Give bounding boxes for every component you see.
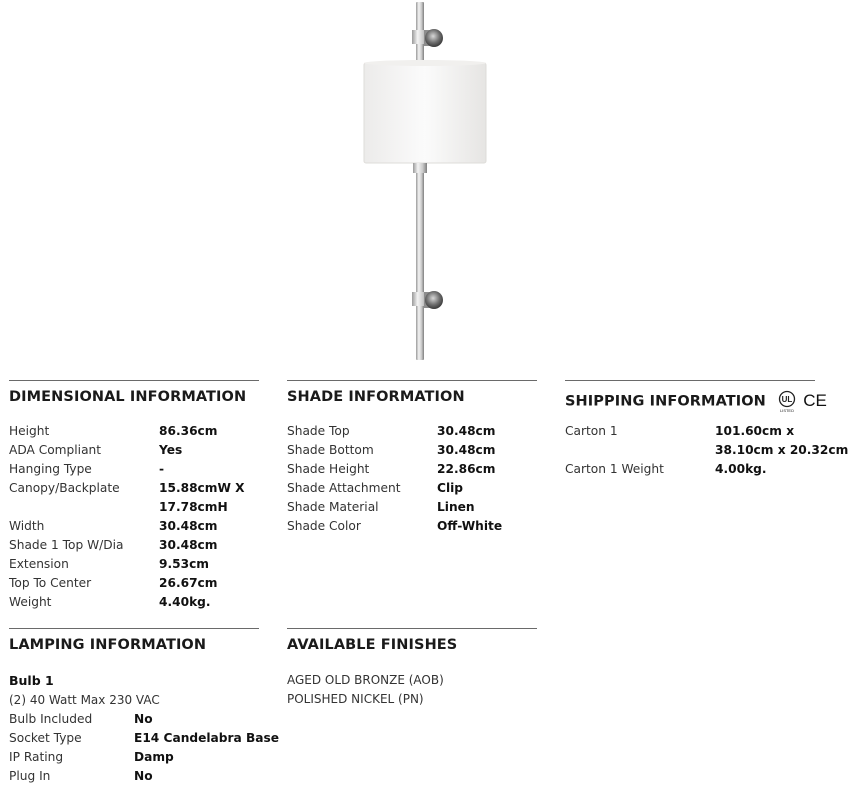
section-title: LAMPING INFORMATION xyxy=(9,637,207,653)
section-title: SHADE INFORMATION xyxy=(287,389,465,405)
section-divider xyxy=(9,380,259,381)
finish-item: POLISHED NICKEL (PN) xyxy=(287,692,424,706)
spec-value: E14 Candelabra Base xyxy=(134,731,280,745)
spec-label: Height xyxy=(9,424,50,438)
spec-label: Bulb Included xyxy=(9,712,93,726)
spec-value: Clip xyxy=(437,481,464,495)
spec-value: 30.48cm xyxy=(159,538,218,552)
finish-item: AGED OLD BRONZE (AOB) xyxy=(287,673,444,687)
spec-row xyxy=(9,710,259,729)
spec-row xyxy=(9,574,259,593)
section-divider xyxy=(9,628,259,629)
spec-row xyxy=(9,729,280,748)
spec-row xyxy=(9,767,259,786)
finishes-section xyxy=(287,628,537,709)
spec-value: No xyxy=(134,769,153,783)
spec-row xyxy=(9,460,259,479)
spec-label: Shade Material xyxy=(287,500,379,514)
certification-icon xyxy=(777,389,833,413)
spec-row xyxy=(9,748,259,767)
spec-value: 22.86cm xyxy=(437,462,496,476)
spec-label: Plug In xyxy=(9,769,51,783)
spec-label: Shade 1 Top W/Dia xyxy=(9,538,124,552)
spec-label: ADA Compliant xyxy=(9,443,102,457)
spec-value: 26.67cm xyxy=(159,576,218,590)
spec-value: 30.48cm xyxy=(437,424,496,438)
spec-row xyxy=(9,517,259,536)
spec-label: Shade Color xyxy=(287,519,361,533)
spec-value: - xyxy=(159,462,165,476)
spec-row xyxy=(9,593,259,612)
spec-label: Canopy/Backplate xyxy=(9,481,120,495)
section-divider xyxy=(287,380,537,381)
spec-row xyxy=(287,441,537,460)
lamping-section xyxy=(9,628,280,786)
section-divider xyxy=(565,380,815,381)
ce-mark: CE xyxy=(803,391,827,410)
spec-value: Yes xyxy=(159,443,183,457)
dimensional-section xyxy=(9,380,259,612)
bulb-description: (2) 40 Watt Max 230 VAC xyxy=(9,693,160,707)
section-title: AVAILABLE FINISHES xyxy=(287,637,458,653)
spec-label: IP Rating xyxy=(9,750,64,764)
spec-value: No xyxy=(134,712,153,726)
spec-value: 86.36cm xyxy=(159,424,218,438)
spec-label: Shade Height xyxy=(287,462,370,476)
spec-row xyxy=(9,479,259,517)
spec-row xyxy=(9,441,259,460)
section-title: DIMENSIONAL INFORMATION xyxy=(9,389,247,405)
spec-label: Shade Bottom xyxy=(287,443,374,457)
spec-value: Damp xyxy=(134,750,174,764)
spec-label: Extension xyxy=(9,557,69,571)
spec-value: 30.48cm xyxy=(159,519,218,533)
spec-label: Weight xyxy=(9,595,52,609)
spec-label: Carton 1 xyxy=(565,424,618,438)
spec-row xyxy=(287,460,537,479)
spec-row xyxy=(9,536,259,555)
spec-row xyxy=(9,422,259,441)
spec-label: Shade Attachment xyxy=(287,481,401,495)
spec-row xyxy=(287,517,537,536)
spec-value: Off-White xyxy=(437,519,503,533)
spec-label: Width xyxy=(9,519,45,533)
spec-label: Top To Center xyxy=(9,576,92,590)
spec-row xyxy=(565,422,848,460)
spec-label: Carton 1 Weight xyxy=(565,462,664,476)
spec-label: Shade Top xyxy=(287,424,350,438)
spec-value: 4.00kg. xyxy=(715,462,767,476)
shade-section xyxy=(287,380,537,536)
section-title: SHIPPING INFORMATION xyxy=(565,393,766,410)
spec-row xyxy=(287,479,537,498)
product-image xyxy=(360,0,495,362)
spec-row xyxy=(287,498,537,517)
shipping-section xyxy=(565,380,848,479)
spec-value: 15.88cmW X 17.78cmH xyxy=(159,481,245,514)
spec-value: Linen xyxy=(437,500,475,514)
spec-value: 30.48cm xyxy=(437,443,496,457)
ul-mark: UL xyxy=(781,395,793,404)
spec-value: 101.60cm x 38.10cm x 20.32cm xyxy=(715,424,848,457)
spec-row xyxy=(9,555,259,574)
spec-value: 9.53cm xyxy=(159,557,209,571)
spec-label: Hanging Type xyxy=(9,462,92,476)
spec-label: Socket Type xyxy=(9,731,82,745)
spec-row xyxy=(287,422,537,441)
section-divider xyxy=(287,628,537,629)
bulb-heading: Bulb 1 xyxy=(9,673,54,688)
ul-listed: LISTED xyxy=(780,408,795,413)
spec-row xyxy=(565,460,815,479)
spec-value: 4.40kg. xyxy=(159,595,211,609)
